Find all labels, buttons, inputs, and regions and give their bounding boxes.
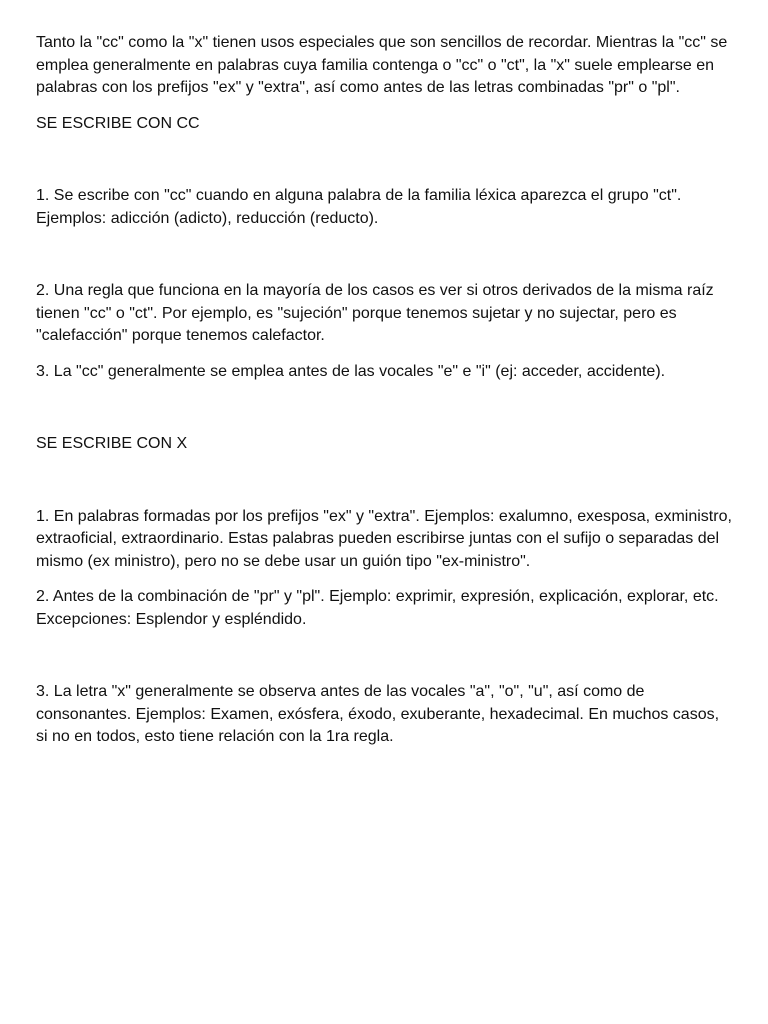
cc-rule-3: 3. La "cc" generalmente se emplea antes de las vocales "e" e "i" (ej: acceder, accidente). (36, 362, 666, 380)
heading-x: SE ESCRIBE CON X (36, 435, 188, 452)
x-rule-3: 3. La letra "x" generalmente se observa antes de las vocales "a", "o", "u", así como de consonantes. Ejemplos: Examen, exósfera, éxodo, exuberante, hexadecimal. En muchos casos, si no en todos, esto tiene relación con la 1ra regla. (36, 683, 720, 745)
x-rule-2: 2. Antes de la combinación de "pr" y "pl". Ejemplo: exprimir, expresión, explicación, explorar, etc. Excepciones: Esplendor y espléndido. (36, 588, 719, 628)
heading-cc: SE ESCRIBE CON CC (36, 114, 200, 132)
x-rule-1: 1. En palabras formadas por los prefijos "ex" y "extra". Ejemplos: exalumno, exesposa, exministro, extraoficial, extraordinario. Estas palabras pueden escribirse juntas con el sufijo o separadas del mismo (ex ministro), pero no se debe usar un guión tipo "ex-ministro". (36, 507, 732, 570)
cc-rule-1: 1. Se escribe con "cc" cuando en alguna palabra de la familia léxica aparezca el grupo "ct". Ejemplos: adicción (adicto), reducción (reducto). (36, 187, 682, 227)
cc-rule-2: 2. Una regla que funciona en la mayoría de los casos es ver si otros derivados de la misma raíz tienen "cc" o "ct". Por ejemplo, es "sujeción" porque tenemos sujetar y no sujectar, pero es "calefacción" porque tenemos calefactor. (36, 282, 714, 344)
intro-paragraph: Tanto la "cc" como la "x" tienen usos especiales que son sencillos de recordar. Mientras la "cc" se emplea generalmente en palabras cuya familia contenga o "cc" o "ct", la "x" suele emplearse en palabras con los prefijos "ex" y "extra", así como antes de las letras combinadas "pr" o "pl". (36, 34, 728, 96)
